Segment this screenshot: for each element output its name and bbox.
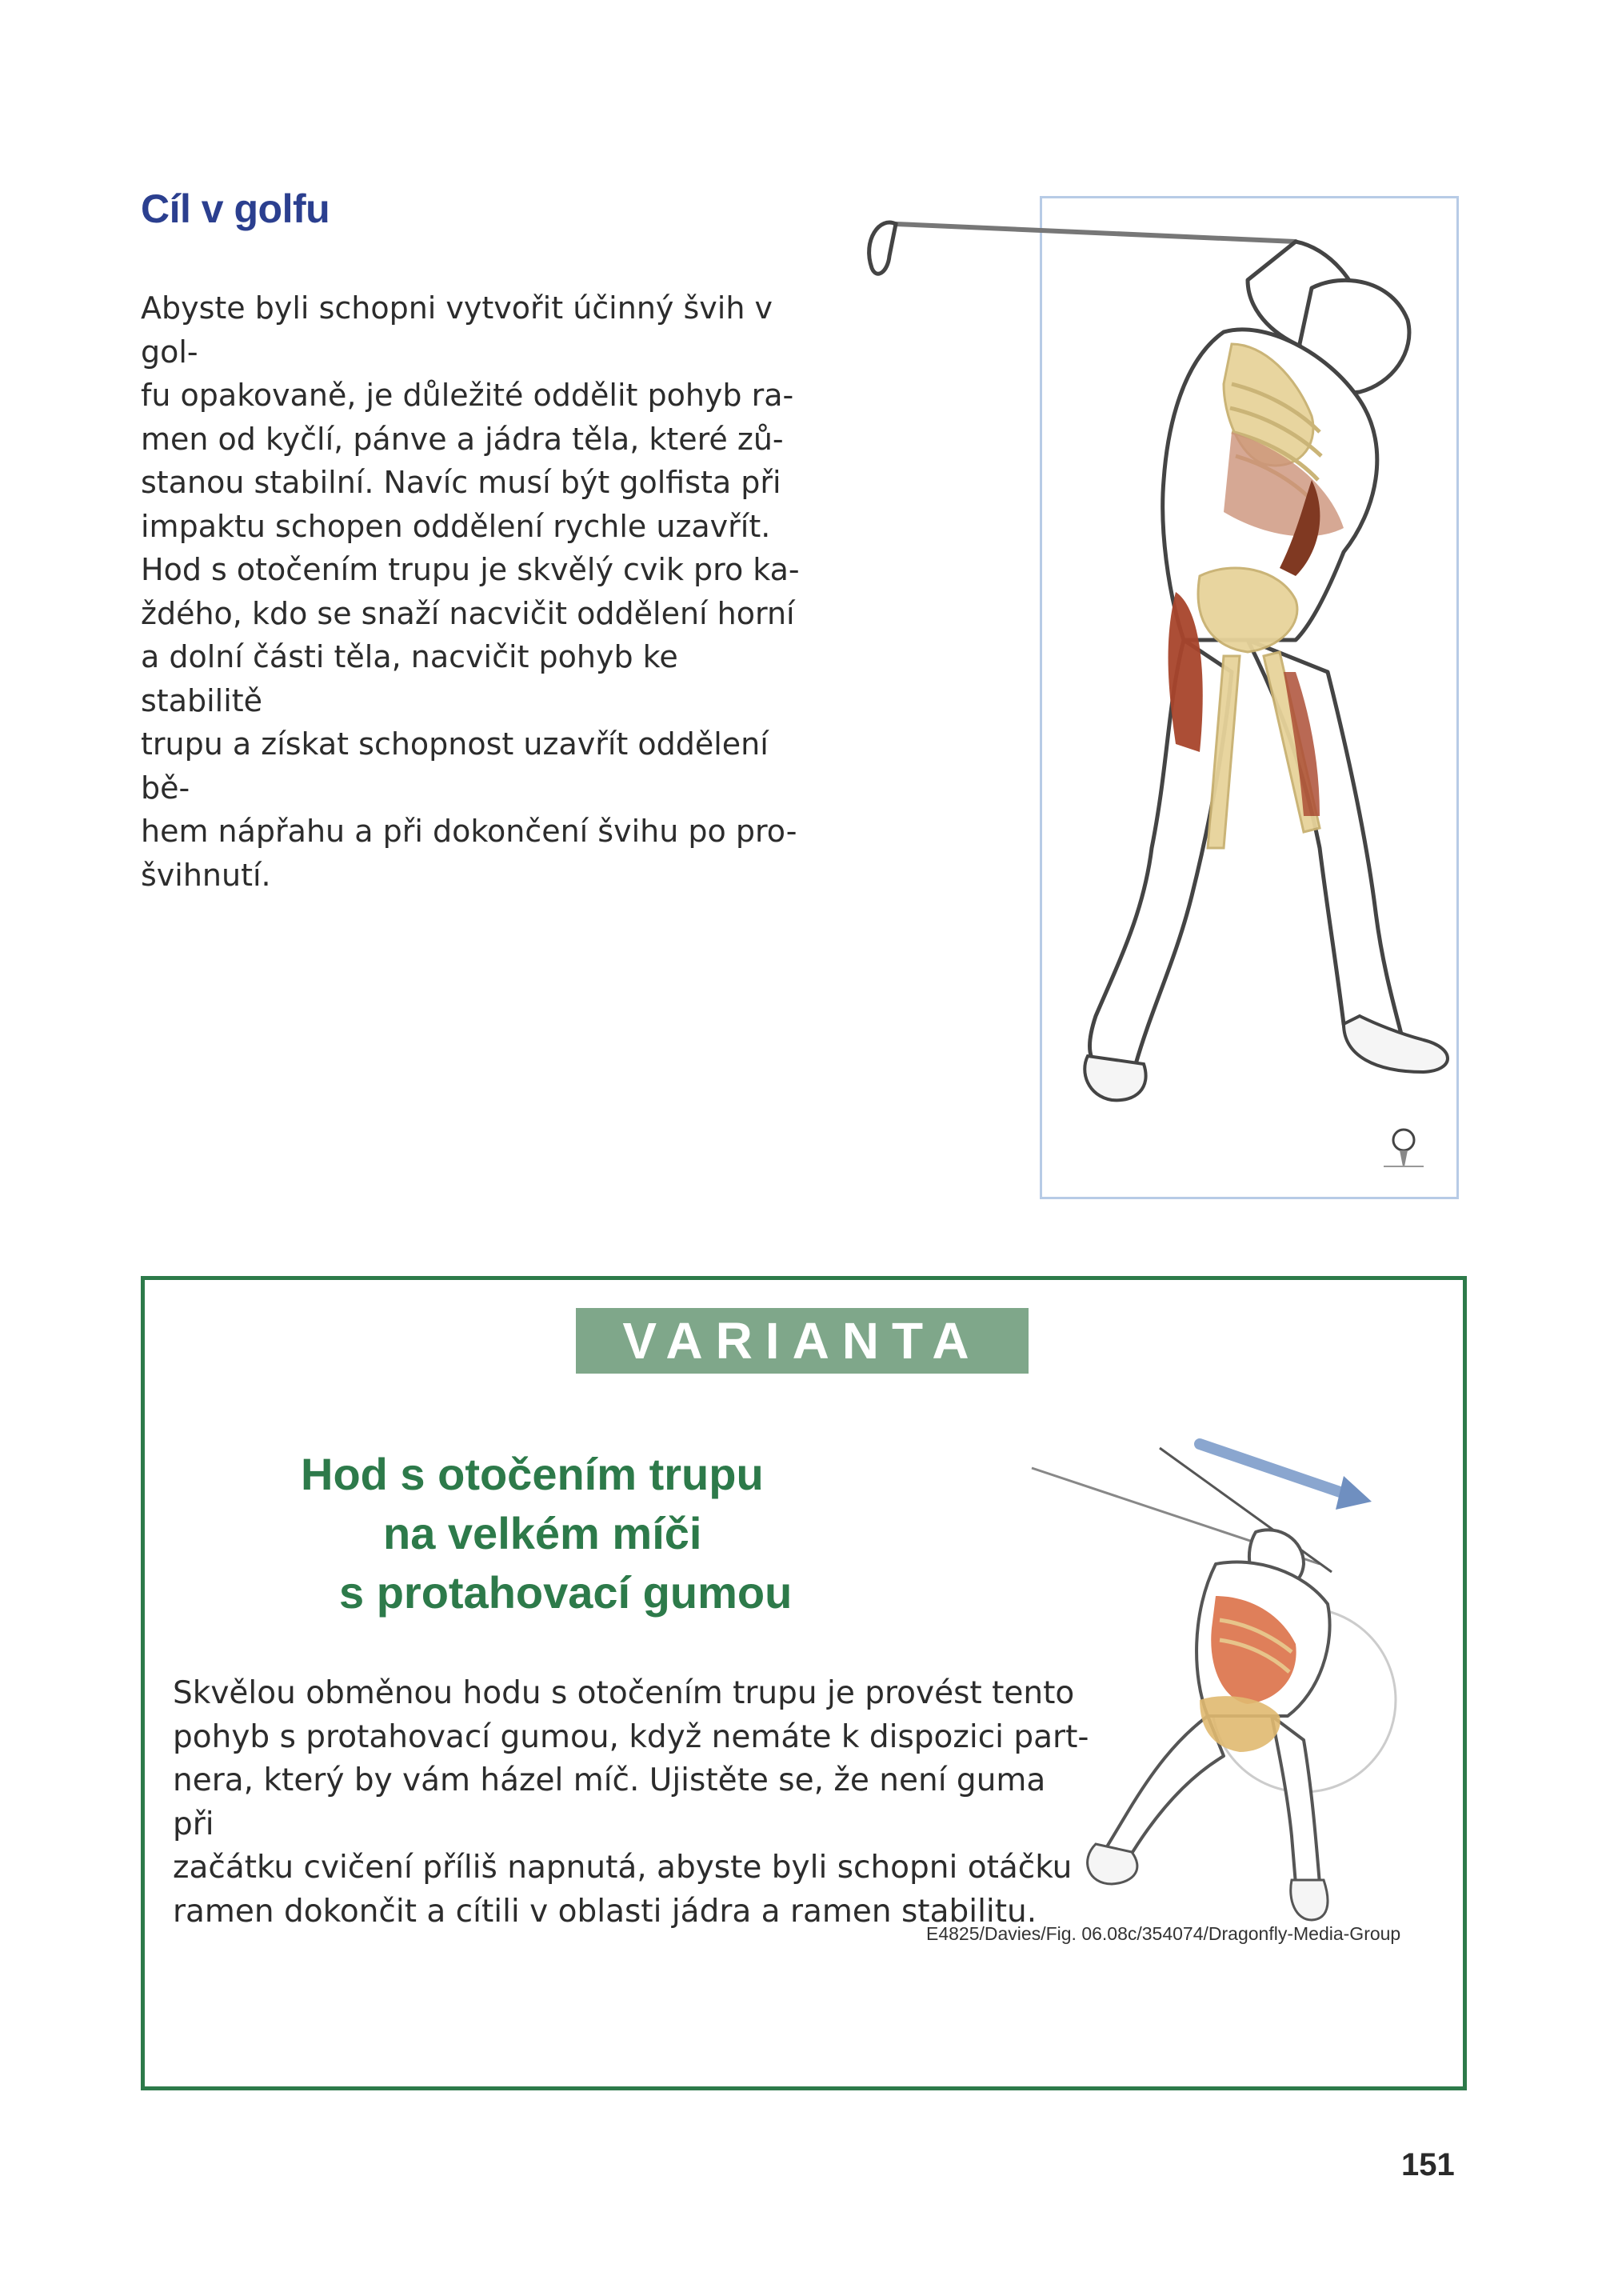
text-line: nera, který by vám házel míč. Ujistěte se, že není guma při bbox=[173, 1762, 1046, 1842]
variant-label: VARIANTA bbox=[576, 1308, 1029, 1374]
text-line: stanou stabilní. Navíc musí být golfista při bbox=[141, 465, 781, 500]
variant-title-line: s protahovací gumou bbox=[339, 1567, 793, 1618]
figure-credit: E4825/Davies/Fig. 06.08c/354074/Dragonfly-Media-Group bbox=[926, 1923, 1401, 1944]
section-title: Cíl v golfu bbox=[141, 186, 330, 231]
text-line: Abyste byli schopni vytvořit účinný švih v gol- bbox=[141, 290, 773, 370]
shoe-icon bbox=[1085, 1056, 1145, 1100]
motion-arrow-icon bbox=[1200, 1444, 1372, 1510]
text-line: trupu a získat schopnost uzavřít oddělení bě- bbox=[141, 726, 769, 806]
page-number: 151 bbox=[1401, 2147, 1455, 2182]
text-line: začátku cvičení příliš napnutá, abyste byli schopni otáčku bbox=[173, 1850, 1073, 1886]
text-line: Skvělou obměnou hodu s otočením trupu je provést tento bbox=[173, 1675, 1075, 1711]
text-line: a dolní části těla, nacvičit pohyb ke stabilitě bbox=[141, 639, 678, 718]
variant-paragraph bbox=[173, 1672, 1093, 1934]
band-rotation-illustration bbox=[1016, 1436, 1448, 1932]
text-line: fu opakovaně, je důležité oddělit pohyb ra- bbox=[141, 378, 794, 413]
text-line: ždého, kdo se snaží nacvičit oddělení horní bbox=[141, 595, 795, 631]
section-paragraph bbox=[141, 286, 805, 897]
shoe-icon bbox=[1291, 1880, 1328, 1920]
golf-ball-icon bbox=[1384, 1130, 1424, 1166]
text-line: švihnutí. bbox=[141, 857, 271, 893]
text-line: men od kyčlí, pánve a jádra těla, které zů- bbox=[141, 421, 784, 457]
golfer-anatomy-illustration bbox=[848, 192, 1456, 1208]
variant-title-line: na velkém míči bbox=[383, 1508, 702, 1558]
text-line: impaktu schopen oddělení rychle uzavřít. bbox=[141, 508, 771, 544]
text-line: Hod s otočením trupu je skvělý cvik pro ka- bbox=[141, 552, 800, 587]
text-line: ramen dokončit a cítili v oblasti jádra a ramen stabilitu. bbox=[173, 1893, 1037, 1930]
golf-club-icon bbox=[869, 222, 1296, 274]
variant-title-line: Hod s otočením trupu bbox=[301, 1449, 764, 1499]
text-line: pohyb s protahovací gumou, když nemáte k dispozici part- bbox=[173, 1718, 1089, 1755]
text-line: hem nápřahu a při dokončení švihu po pro- bbox=[141, 814, 797, 849]
